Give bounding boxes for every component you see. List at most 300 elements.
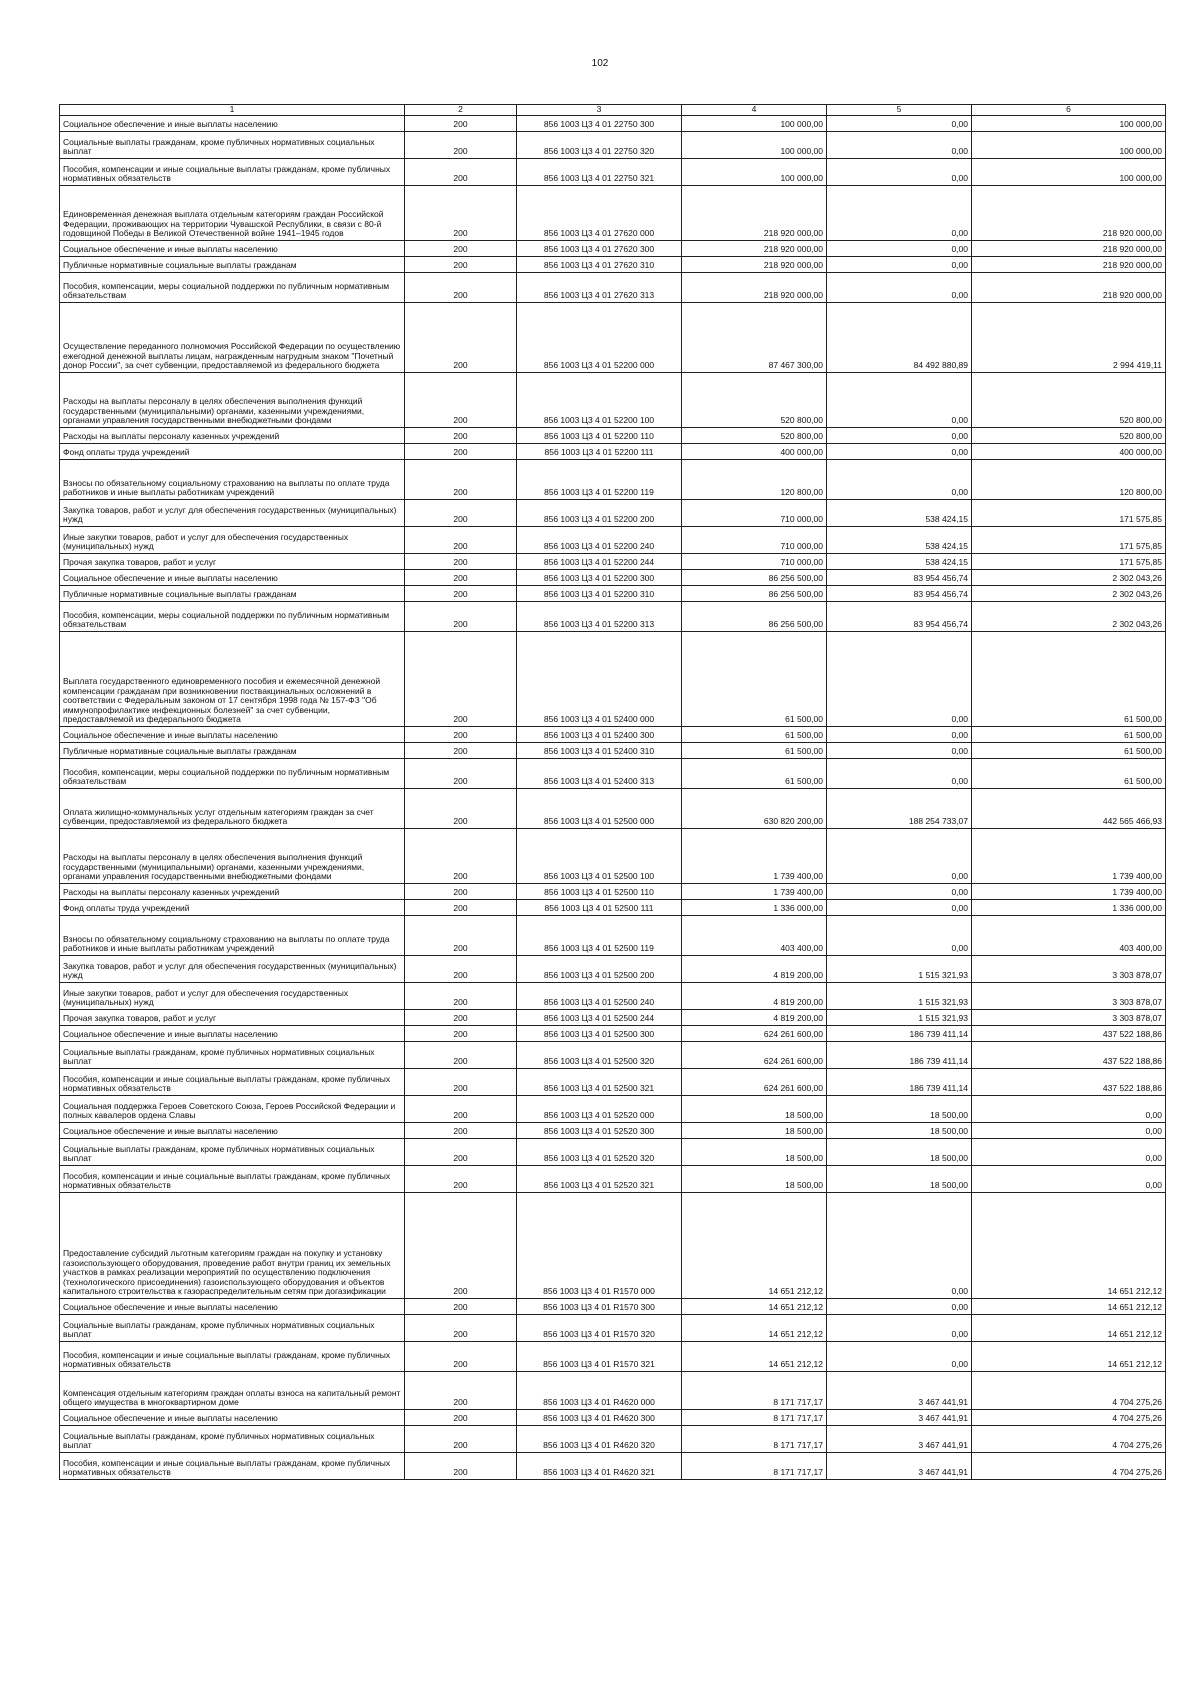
executed-amount-cell: 18 500,00 xyxy=(827,1096,972,1123)
table-row xyxy=(60,916,1166,956)
approved-amount-cell: 624 261 600,00 xyxy=(682,1069,827,1096)
table-row xyxy=(60,1193,1166,1299)
approved-amount-cell: 8 171 717,17 xyxy=(682,1372,827,1410)
table-row xyxy=(60,602,1166,632)
table-row xyxy=(60,789,1166,829)
budget-classification-code-cell: 856 1003 Ц3 4 01 52200 110 xyxy=(517,428,682,444)
table-row xyxy=(60,273,1166,303)
table-row xyxy=(60,1042,1166,1069)
executed-amount-cell: 18 500,00 xyxy=(827,1123,972,1139)
line-code-cell: 200 xyxy=(405,1315,517,1342)
executed-amount-cell: 538 424,15 xyxy=(827,527,972,554)
line-code-cell: 200 xyxy=(405,1299,517,1315)
unexecuted-amount-cell: 1 739 400,00 xyxy=(972,884,1166,900)
line-code-cell: 200 xyxy=(405,1342,517,1372)
executed-amount-cell: 3 467 441,91 xyxy=(827,1453,972,1480)
expense-name-cell: Закупка товаров, работ и услуг для обеспечения государственных (муниципальных) нужд xyxy=(60,500,405,527)
expense-name-cell: Социальное обеспечение и иные выплаты населению xyxy=(60,1026,405,1042)
budget-classification-code-cell: 856 1003 Ц3 4 01 52400 300 xyxy=(517,727,682,743)
executed-amount-cell: 3 467 441,91 xyxy=(827,1426,972,1453)
executed-amount-cell: 0,00 xyxy=(827,1315,972,1342)
line-code-cell: 200 xyxy=(405,1193,517,1299)
line-code-cell: 200 xyxy=(405,1166,517,1193)
approved-amount-cell: 520 800,00 xyxy=(682,373,827,428)
line-code-cell: 200 xyxy=(405,241,517,257)
expense-name-cell: Социальное обеспечение и иные выплаты населению xyxy=(60,570,405,586)
budget-classification-code-cell: 856 1003 Ц3 4 01 52200 313 xyxy=(517,602,682,632)
unexecuted-amount-cell: 14 651 212,12 xyxy=(972,1315,1166,1342)
approved-amount-cell: 87 467 300,00 xyxy=(682,303,827,373)
line-code-cell: 200 xyxy=(405,373,517,428)
executed-amount-cell: 0,00 xyxy=(827,257,972,273)
table-row xyxy=(60,186,1166,241)
expense-name-cell: Публичные нормативные социальные выплаты гражданам xyxy=(60,743,405,759)
unexecuted-amount-cell: 61 500,00 xyxy=(972,759,1166,789)
approved-amount-cell: 520 800,00 xyxy=(682,428,827,444)
line-code-cell: 200 xyxy=(405,1042,517,1069)
unexecuted-amount-cell: 2 302 043,26 xyxy=(972,570,1166,586)
line-code-cell: 200 xyxy=(405,900,517,916)
expense-name-cell: Социальные выплаты гражданам, кроме публичных нормативных социальных выплат xyxy=(60,1042,405,1069)
line-code-cell: 200 xyxy=(405,1426,517,1453)
table-row xyxy=(60,527,1166,554)
executed-amount-cell: 0,00 xyxy=(827,116,972,132)
table-row xyxy=(60,1096,1166,1123)
line-code-cell: 200 xyxy=(405,428,517,444)
approved-amount-cell: 14 651 212,12 xyxy=(682,1315,827,1342)
unexecuted-amount-cell: 437 522 188,86 xyxy=(972,1026,1166,1042)
approved-amount-cell: 1 336 000,00 xyxy=(682,900,827,916)
unexecuted-amount-cell: 218 920 000,00 xyxy=(972,241,1166,257)
approved-amount-cell: 403 400,00 xyxy=(682,916,827,956)
expense-name-cell: Пособия, компенсации и иные социальные выплаты гражданам, кроме публичных нормативных обязательств xyxy=(60,1342,405,1372)
table-row xyxy=(60,586,1166,602)
expense-name-cell: Иные закупки товаров, работ и услуг для обеспечения государственных (муниципальных) нужд xyxy=(60,527,405,554)
line-code-cell: 200 xyxy=(405,159,517,186)
table-row xyxy=(60,632,1166,727)
budget-classification-code-cell: 856 1003 Ц3 4 01 52500 300 xyxy=(517,1026,682,1042)
table-row xyxy=(60,1315,1166,1342)
executed-amount-cell: 3 467 441,91 xyxy=(827,1410,972,1426)
budget-classification-code-cell: 856 1003 Ц3 4 01 52500 200 xyxy=(517,956,682,983)
expense-name-cell: Социальное обеспечение и иные выплаты населению xyxy=(60,1123,405,1139)
line-code-cell: 200 xyxy=(405,257,517,273)
approved-amount-cell: 14 651 212,12 xyxy=(682,1342,827,1372)
approved-amount-cell: 218 920 000,00 xyxy=(682,257,827,273)
expense-name-cell: Иные закупки товаров, работ и услуг для обеспечения государственных (муниципальных) нужд xyxy=(60,983,405,1010)
line-code-cell: 200 xyxy=(405,759,517,789)
line-code-cell: 200 xyxy=(405,727,517,743)
table-row xyxy=(60,428,1166,444)
approved-amount-cell: 18 500,00 xyxy=(682,1123,827,1139)
expense-name-cell: Взносы по обязательному социальному страхованию на выплаты по оплате труда работников и иные выплаты работникам учреждений xyxy=(60,460,405,500)
expense-name-cell: Предоставление субсидий льготным категориям граждан на покупку и установку газоиспользующего оборудования, проведение работ внутри границ их земельных участков в рамках реализации мероприятий по осуществлению подключения (технологического присоединения) газоиспользующего оборудования и объектов капитального строительства к газораспределительным сетям при догазификации xyxy=(60,1193,405,1299)
budget-classification-code-cell: 856 1003 Ц3 4 01 R4620 000 xyxy=(517,1372,682,1410)
budget-classification-code-cell: 856 1003 Ц3 4 01 52400 000 xyxy=(517,632,682,727)
expense-name-cell: Прочая закупка товаров, работ и услуг xyxy=(60,1010,405,1026)
approved-amount-cell: 14 651 212,12 xyxy=(682,1299,827,1315)
executed-amount-cell: 0,00 xyxy=(827,273,972,303)
approved-amount-cell: 61 500,00 xyxy=(682,632,827,727)
executed-amount-cell: 0,00 xyxy=(827,743,972,759)
budget-classification-code-cell: 856 1003 Ц3 4 01 52400 310 xyxy=(517,743,682,759)
budget-classification-code-cell: 856 1003 Ц3 4 01 52500 244 xyxy=(517,1010,682,1026)
approved-amount-cell: 4 819 200,00 xyxy=(682,956,827,983)
expense-name-cell: Социальное обеспечение и иные выплаты населению xyxy=(60,1299,405,1315)
budget-classification-code-cell: 856 1003 Ц3 4 01 52400 313 xyxy=(517,759,682,789)
unexecuted-amount-cell: 100 000,00 xyxy=(972,159,1166,186)
table-row xyxy=(60,1139,1166,1166)
table-row xyxy=(60,884,1166,900)
budget-classification-code-cell: 856 1003 Ц3 4 01 52500 320 xyxy=(517,1042,682,1069)
unexecuted-amount-cell: 520 800,00 xyxy=(972,428,1166,444)
line-code-cell: 200 xyxy=(405,632,517,727)
expense-name-cell: Социальное обеспечение и иные выплаты населению xyxy=(60,727,405,743)
executed-amount-cell: 83 954 456,74 xyxy=(827,602,972,632)
executed-amount-cell: 186 739 411,14 xyxy=(827,1069,972,1096)
budget-classification-code-cell: 856 1003 Ц3 4 01 52500 321 xyxy=(517,1069,682,1096)
unexecuted-amount-cell: 4 704 275,26 xyxy=(972,1426,1166,1453)
budget-classification-code-cell: 856 1003 Ц3 4 01 R1570 320 xyxy=(517,1315,682,1342)
line-code-cell: 200 xyxy=(405,743,517,759)
executed-amount-cell: 0,00 xyxy=(827,428,972,444)
executed-amount-cell: 84 492 880,89 xyxy=(827,303,972,373)
executed-amount-cell: 0,00 xyxy=(827,829,972,884)
column-header: 1 xyxy=(60,105,405,116)
table-row xyxy=(60,116,1166,132)
budget-classification-code-cell: 856 1003 Ц3 4 01 52200 111 xyxy=(517,444,682,460)
unexecuted-amount-cell: 2 994 419,11 xyxy=(972,303,1166,373)
expense-name-cell: Пособия, компенсации, меры социальной поддержки по публичным нормативным обязательствам xyxy=(60,602,405,632)
unexecuted-amount-cell: 1 739 400,00 xyxy=(972,829,1166,884)
approved-amount-cell: 100 000,00 xyxy=(682,132,827,159)
unexecuted-amount-cell: 171 575,85 xyxy=(972,500,1166,527)
unexecuted-amount-cell: 4 704 275,26 xyxy=(972,1410,1166,1426)
approved-amount-cell: 8 171 717,17 xyxy=(682,1410,827,1426)
expense-name-cell: Социальная поддержка Героев Советского Союза, Героев Российской Федерации и полных кавалеров ордена Славы xyxy=(60,1096,405,1123)
budget-classification-code-cell: 856 1003 Ц3 4 01 22750 300 xyxy=(517,116,682,132)
line-code-cell: 200 xyxy=(405,444,517,460)
approved-amount-cell: 400 000,00 xyxy=(682,444,827,460)
line-code-cell: 200 xyxy=(405,884,517,900)
unexecuted-amount-cell: 403 400,00 xyxy=(972,916,1166,956)
executed-amount-cell: 18 500,00 xyxy=(827,1139,972,1166)
unexecuted-amount-cell: 437 522 188,86 xyxy=(972,1042,1166,1069)
unexecuted-amount-cell: 218 920 000,00 xyxy=(972,273,1166,303)
line-code-cell: 200 xyxy=(405,1372,517,1410)
unexecuted-amount-cell: 4 704 275,26 xyxy=(972,1453,1166,1480)
expense-name-cell: Публичные нормативные социальные выплаты гражданам xyxy=(60,257,405,273)
executed-amount-cell: 0,00 xyxy=(827,132,972,159)
unexecuted-amount-cell: 0,00 xyxy=(972,1123,1166,1139)
approved-amount-cell: 61 500,00 xyxy=(682,727,827,743)
table-row xyxy=(60,159,1166,186)
line-code-cell: 200 xyxy=(405,1453,517,1480)
executed-amount-cell: 0,00 xyxy=(827,159,972,186)
approved-amount-cell: 1 739 400,00 xyxy=(682,829,827,884)
table-row xyxy=(60,727,1166,743)
table-row xyxy=(60,1166,1166,1193)
approved-amount-cell: 100 000,00 xyxy=(682,159,827,186)
executed-amount-cell: 1 515 321,93 xyxy=(827,983,972,1010)
table-row xyxy=(60,554,1166,570)
budget-classification-code-cell: 856 1003 Ц3 4 01 R1570 321 xyxy=(517,1342,682,1372)
approved-amount-cell: 61 500,00 xyxy=(682,759,827,789)
expense-name-cell: Пособия, компенсации, меры социальной поддержки по публичным нормативным обязательствам xyxy=(60,273,405,303)
budget-classification-code-cell: 856 1003 Ц3 4 01 R4620 320 xyxy=(517,1426,682,1453)
executed-amount-cell: 538 424,15 xyxy=(827,554,972,570)
budget-classification-code-cell: 856 1003 Ц3 4 01 52500 100 xyxy=(517,829,682,884)
expense-name-cell: Пособия, компенсации, меры социальной поддержки по публичным нормативным обязательствам xyxy=(60,759,405,789)
unexecuted-amount-cell: 2 302 043,26 xyxy=(972,586,1166,602)
expense-name-cell: Прочая закупка товаров, работ и услуг xyxy=(60,554,405,570)
expense-name-cell: Расходы на выплаты персоналу казенных учреждений xyxy=(60,884,405,900)
approved-amount-cell: 710 000,00 xyxy=(682,527,827,554)
unexecuted-amount-cell: 14 651 212,12 xyxy=(972,1193,1166,1299)
table-row xyxy=(60,303,1166,373)
unexecuted-amount-cell: 120 800,00 xyxy=(972,460,1166,500)
executed-amount-cell: 83 954 456,74 xyxy=(827,570,972,586)
expense-name-cell: Единовременная денежная выплата отдельным категориям граждан Российской Федерации, проживающих на территории Чувашской Республики, в связи с 80-й годовщиной Победы в Великой Отечественной войне 1941–1945 годов xyxy=(60,186,405,241)
expense-name-cell: Пособия, компенсации и иные социальные выплаты гражданам, кроме публичных нормативных обязательств xyxy=(60,1166,405,1193)
budget-classification-code-cell: 856 1003 Ц3 4 01 27620 310 xyxy=(517,257,682,273)
unexecuted-amount-cell: 1 336 000,00 xyxy=(972,900,1166,916)
expense-name-cell: Оплата жилищно-коммунальных услуг отдельным категориям граждан за счет субвенции, предоставляемой из федерального бюджета xyxy=(60,789,405,829)
budget-classification-code-cell: 856 1003 Ц3 4 01 52500 119 xyxy=(517,916,682,956)
unexecuted-amount-cell: 4 704 275,26 xyxy=(972,1372,1166,1410)
expense-name-cell: Выплата государственного единовременного пособия и ежемесячной денежной компенсации гражданам при возникновении поствакцинальных осложнений в соответствии с Федеральным законом от 17 сентября 1998 года № 157-ФЗ "Об иммунопрофилактике инфекционных болезней" за счет субвенции, предоставляемой из федерального бюджета xyxy=(60,632,405,727)
budget-classification-code-cell: 856 1003 Ц3 4 01 52520 320 xyxy=(517,1139,682,1166)
table-row xyxy=(60,1342,1166,1372)
approved-amount-cell: 120 800,00 xyxy=(682,460,827,500)
table-row xyxy=(60,241,1166,257)
expense-name-cell: Социальные выплаты гражданам, кроме публичных нормативных социальных выплат xyxy=(60,1426,405,1453)
line-code-cell: 200 xyxy=(405,570,517,586)
budget-classification-code-cell: 856 1003 Ц3 4 01 R1570 300 xyxy=(517,1299,682,1315)
unexecuted-amount-cell: 0,00 xyxy=(972,1166,1166,1193)
table-row xyxy=(60,132,1166,159)
table-row xyxy=(60,1372,1166,1410)
budget-classification-code-cell: 856 1003 Ц3 4 01 52200 100 xyxy=(517,373,682,428)
table-row xyxy=(60,1010,1166,1026)
approved-amount-cell: 4 819 200,00 xyxy=(682,1010,827,1026)
column-header: 3 xyxy=(517,105,682,116)
table-row xyxy=(60,900,1166,916)
budget-classification-code-cell: 856 1003 Ц3 4 01 52200 240 xyxy=(517,527,682,554)
line-code-cell: 200 xyxy=(405,1139,517,1166)
unexecuted-amount-cell: 100 000,00 xyxy=(972,132,1166,159)
table-row xyxy=(60,460,1166,500)
table-row xyxy=(60,257,1166,273)
approved-amount-cell: 1 739 400,00 xyxy=(682,884,827,900)
executed-amount-cell: 188 254 733,07 xyxy=(827,789,972,829)
unexecuted-amount-cell: 3 303 878,07 xyxy=(972,983,1166,1010)
unexecuted-amount-cell: 2 302 043,26 xyxy=(972,602,1166,632)
line-code-cell: 200 xyxy=(405,1123,517,1139)
line-code-cell: 200 xyxy=(405,1010,517,1026)
unexecuted-amount-cell: 61 500,00 xyxy=(972,743,1166,759)
approved-amount-cell: 86 256 500,00 xyxy=(682,570,827,586)
line-code-cell: 200 xyxy=(405,916,517,956)
expense-name-cell: Публичные нормативные социальные выплаты гражданам xyxy=(60,586,405,602)
approved-amount-cell: 710 000,00 xyxy=(682,500,827,527)
executed-amount-cell: 0,00 xyxy=(827,632,972,727)
budget-classification-code-cell: 856 1003 Ц3 4 01 52200 200 xyxy=(517,500,682,527)
executed-amount-cell: 186 739 411,14 xyxy=(827,1042,972,1069)
table-row xyxy=(60,956,1166,983)
approved-amount-cell: 218 920 000,00 xyxy=(682,273,827,303)
expense-name-cell: Социальные выплаты гражданам, кроме публичных нормативных социальных выплат xyxy=(60,132,405,159)
approved-amount-cell: 624 261 600,00 xyxy=(682,1042,827,1069)
budget-classification-code-cell: 856 1003 Ц3 4 01 52200 000 xyxy=(517,303,682,373)
column-header: 5 xyxy=(827,105,972,116)
unexecuted-amount-cell: 3 303 878,07 xyxy=(972,1010,1166,1026)
expense-name-cell: Социальное обеспечение и иные выплаты населению xyxy=(60,241,405,257)
executed-amount-cell: 0,00 xyxy=(827,916,972,956)
unexecuted-amount-cell: 100 000,00 xyxy=(972,116,1166,132)
table-row xyxy=(60,1453,1166,1480)
executed-amount-cell: 538 424,15 xyxy=(827,500,972,527)
unexecuted-amount-cell: 0,00 xyxy=(972,1096,1166,1123)
budget-classification-code-cell: 856 1003 Ц3 4 01 52520 300 xyxy=(517,1123,682,1139)
expense-name-cell: Пособия, компенсации и иные социальные выплаты гражданам, кроме публичных нормативных обязательств xyxy=(60,1453,405,1480)
unexecuted-amount-cell: 3 303 878,07 xyxy=(972,956,1166,983)
line-code-cell: 200 xyxy=(405,303,517,373)
table-row xyxy=(60,759,1166,789)
approved-amount-cell: 14 651 212,12 xyxy=(682,1193,827,1299)
unexecuted-amount-cell: 171 575,85 xyxy=(972,527,1166,554)
budget-classification-code-cell: 856 1003 Ц3 4 01 22750 320 xyxy=(517,132,682,159)
table-row xyxy=(60,1299,1166,1315)
column-header: 4 xyxy=(682,105,827,116)
approved-amount-cell: 624 261 600,00 xyxy=(682,1026,827,1042)
budget-classification-code-cell: 856 1003 Ц3 4 01 R4620 321 xyxy=(517,1453,682,1480)
expense-name-cell: Закупка товаров, работ и услуг для обеспечения государственных (муниципальных) нужд xyxy=(60,956,405,983)
expense-name-cell: Пособия, компенсации и иные социальные выплаты гражданам, кроме публичных нормативных обязательств xyxy=(60,159,405,186)
line-code-cell: 200 xyxy=(405,554,517,570)
line-code-cell: 200 xyxy=(405,460,517,500)
unexecuted-amount-cell: 218 920 000,00 xyxy=(972,257,1166,273)
column-header: 2 xyxy=(405,105,517,116)
line-code-cell: 200 xyxy=(405,829,517,884)
line-code-cell: 200 xyxy=(405,116,517,132)
unexecuted-amount-cell: 171 575,85 xyxy=(972,554,1166,570)
approved-amount-cell: 61 500,00 xyxy=(682,743,827,759)
expense-name-cell: Фонд оплаты труда учреждений xyxy=(60,444,405,460)
approved-amount-cell: 86 256 500,00 xyxy=(682,586,827,602)
executed-amount-cell: 18 500,00 xyxy=(827,1166,972,1193)
expense-name-cell: Социальное обеспечение и иные выплаты населению xyxy=(60,1410,405,1426)
table-row xyxy=(60,1426,1166,1453)
table-row xyxy=(60,1123,1166,1139)
unexecuted-amount-cell: 218 920 000,00 xyxy=(972,186,1166,241)
executed-amount-cell: 0,00 xyxy=(827,759,972,789)
budget-classification-code-cell: 856 1003 Ц3 4 01 52500 111 xyxy=(517,900,682,916)
budget-execution-table xyxy=(59,104,1166,1480)
budget-classification-code-cell: 856 1003 Ц3 4 01 27620 000 xyxy=(517,186,682,241)
table-row xyxy=(60,1410,1166,1426)
table-row xyxy=(60,983,1166,1010)
approved-amount-cell: 4 819 200,00 xyxy=(682,983,827,1010)
expense-name-cell: Пособия, компенсации и иные социальные выплаты гражданам, кроме публичных нормативных обязательств xyxy=(60,1069,405,1096)
page-number: 102 xyxy=(591,58,609,69)
line-code-cell: 200 xyxy=(405,273,517,303)
table-row xyxy=(60,500,1166,527)
approved-amount-cell: 710 000,00 xyxy=(682,554,827,570)
budget-classification-code-cell: 856 1003 Ц3 4 01 52200 310 xyxy=(517,586,682,602)
unexecuted-amount-cell: 61 500,00 xyxy=(972,632,1166,727)
expense-name-cell: Социальное обеспечение и иные выплаты населению xyxy=(60,116,405,132)
budget-classification-code-cell: 856 1003 Ц3 4 01 22750 321 xyxy=(517,159,682,186)
unexecuted-amount-cell: 520 800,00 xyxy=(972,373,1166,428)
expense-name-cell: Расходы на выплаты персоналу казенных учреждений xyxy=(60,428,405,444)
executed-amount-cell: 0,00 xyxy=(827,241,972,257)
approved-amount-cell: 86 256 500,00 xyxy=(682,602,827,632)
unexecuted-amount-cell: 61 500,00 xyxy=(972,727,1166,743)
executed-amount-cell: 0,00 xyxy=(827,186,972,241)
approved-amount-cell: 18 500,00 xyxy=(682,1166,827,1193)
budget-classification-code-cell: 856 1003 Ц3 4 01 27620 300 xyxy=(517,241,682,257)
expense-name-cell: Расходы на выплаты персоналу в целях обеспечения выполнения функций государственными (муниципальными) органами, казенными учреждениями, органами управления государственными внебюджетными фондами xyxy=(60,373,405,428)
executed-amount-cell: 0,00 xyxy=(827,460,972,500)
expense-name-cell: Взносы по обязательному социальному страхованию на выплаты по оплате труда работников и иные выплаты работникам учреждений xyxy=(60,916,405,956)
executed-amount-cell: 0,00 xyxy=(827,1342,972,1372)
executed-amount-cell: 1 515 321,93 xyxy=(827,956,972,983)
approved-amount-cell: 18 500,00 xyxy=(682,1139,827,1166)
expense-name-cell: Компенсация отдельным категориям граждан оплаты взноса на капитальный ремонт общего имущества в многоквартирном доме xyxy=(60,1372,405,1410)
line-code-cell: 200 xyxy=(405,500,517,527)
approved-amount-cell: 630 820 200,00 xyxy=(682,789,827,829)
line-code-cell: 200 xyxy=(405,956,517,983)
unexecuted-amount-cell: 442 565 466,93 xyxy=(972,789,1166,829)
executed-amount-cell: 3 467 441,91 xyxy=(827,1372,972,1410)
executed-amount-cell: 0,00 xyxy=(827,1299,972,1315)
budget-classification-code-cell: 856 1003 Ц3 4 01 52500 240 xyxy=(517,983,682,1010)
expense-name-cell: Социальные выплаты гражданам, кроме публичных нормативных социальных выплат xyxy=(60,1139,405,1166)
expense-name-cell: Фонд оплаты труда учреждений xyxy=(60,900,405,916)
line-code-cell: 200 xyxy=(405,586,517,602)
unexecuted-amount-cell: 400 000,00 xyxy=(972,444,1166,460)
expense-name-cell: Осуществление переданного полномочия Российской Федерации по осуществлению ежегодной денежной выплаты лицам, награжденным нагрудным знаком "Почетный донор России", за счет субвенции, предоставляемой из федерального бюджета xyxy=(60,303,405,373)
unexecuted-amount-cell: 437 522 188,86 xyxy=(972,1069,1166,1096)
line-code-cell: 200 xyxy=(405,1026,517,1042)
line-code-cell: 200 xyxy=(405,789,517,829)
table-row xyxy=(60,373,1166,428)
executed-amount-cell: 186 739 411,14 xyxy=(827,1026,972,1042)
executed-amount-cell: 0,00 xyxy=(827,1193,972,1299)
executed-amount-cell: 83 954 456,74 xyxy=(827,586,972,602)
budget-classification-code-cell: 856 1003 Ц3 4 01 52520 321 xyxy=(517,1166,682,1193)
budget-classification-code-cell: 856 1003 Ц3 4 01 R4620 300 xyxy=(517,1410,682,1426)
unexecuted-amount-cell: 0,00 xyxy=(972,1139,1166,1166)
table-row xyxy=(60,743,1166,759)
budget-classification-code-cell: 856 1003 Ц3 4 01 52200 300 xyxy=(517,570,682,586)
line-code-cell: 200 xyxy=(405,1096,517,1123)
line-code-cell: 200 xyxy=(405,1069,517,1096)
expense-name-cell: Расходы на выплаты персоналу в целях обеспечения выполнения функций государственными (муниципальными) органами, казенными учреждениями, органами управления государственными внебюджетными фондами xyxy=(60,829,405,884)
approved-amount-cell: 8 171 717,17 xyxy=(682,1453,827,1480)
executed-amount-cell: 0,00 xyxy=(827,444,972,460)
table-row xyxy=(60,1026,1166,1042)
executed-amount-cell: 0,00 xyxy=(827,373,972,428)
line-code-cell: 200 xyxy=(405,186,517,241)
unexecuted-amount-cell: 14 651 212,12 xyxy=(972,1299,1166,1315)
budget-classification-code-cell: 856 1003 Ц3 4 01 52520 000 xyxy=(517,1096,682,1123)
approved-amount-cell: 18 500,00 xyxy=(682,1096,827,1123)
approved-amount-cell: 218 920 000,00 xyxy=(682,241,827,257)
unexecuted-amount-cell: 14 651 212,12 xyxy=(972,1342,1166,1372)
executed-amount-cell: 0,00 xyxy=(827,900,972,916)
